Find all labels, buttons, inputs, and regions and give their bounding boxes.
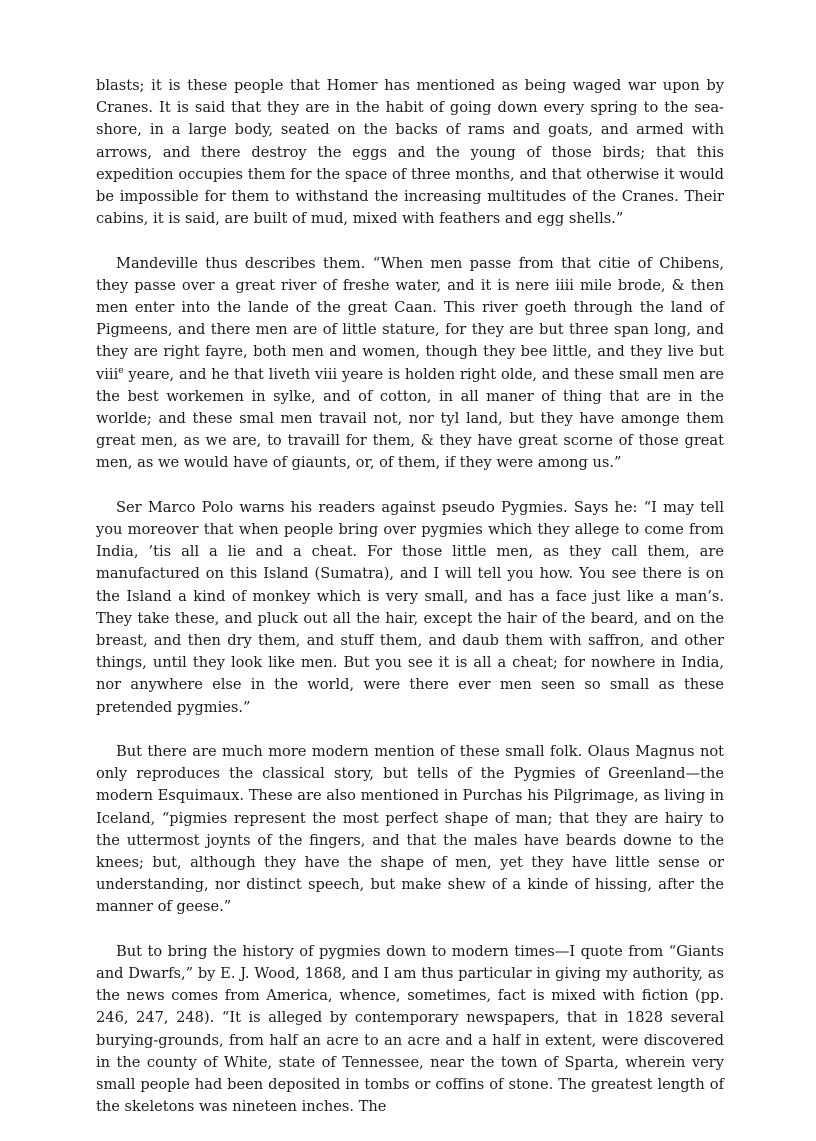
superscript-e: e <box>118 365 124 376</box>
paragraph-giants-dwarfs <box>96 941 724 1119</box>
paragraph-text-after: yeare, and he that liveth viii yeare is holden right olde, and these small men are the best workemen in sylke, and of cotton, in all maner of thing that are in the worlde; and these smal men travail not, nor tyl land, but they have amonge them great men, as we are, to travaill for them, & they have great scorne of those great men, as we would have of giaunts, or, of them, if they were among us.” <box>96 365 724 472</box>
paragraph-mandeville <box>96 253 724 475</box>
page-body <box>96 75 724 1141</box>
paragraph-olaus-magnus <box>96 741 724 919</box>
paragraph-text: But there are much more modern mention of these small folk. Olaus Magnus not only reproduces the classical story, but tells of the Pygmies of Greenland—the modern Esquimaux. These are also mentioned in Purchas his Pilgrimage, as living in Iceland, “pigmies represent the most perfect shape of man; that they are hairy to the uttermost joynts of the fingers, and that the males have beards downe to the knees; but, although they have the shape of men, yet they have little sense or understanding, nor distinct speech, but make shew of a kinde of hissing, after the manner of geese.” <box>96 743 724 916</box>
paragraph-text: blasts; it is these people that Homer has mentioned as being waged war upon by Cranes. It is said that they are in the habit of going down every spring to the sea-shore, in a large body, seated on the backs of rams and goats, and armed with arrows, and there destroy the eggs and the young of those birds; that this expedition occupies them for the space of three months, and that otherwise it would be impossible for them to withstand the increasing multitudes of the Cranes. Their cabins, it is said, are built of mud, mixed with feathers and egg shells.” <box>96 77 724 228</box>
paragraph-homer-cranes <box>96 75 724 230</box>
paragraph-text-before: Mandeville thus describes them. “When men passe from that citie of Chibens, they passe over a great river of freshe water, and it is nere iiii mile brode, & then men enter into the lande of the great Caan. This river goeth through the land of Pigmeens, and there men are of little stature, for they are but three span long, and they are right fayre, both men and women, though they bee little, and they live but viii <box>96 254 724 383</box>
paragraph-marco-polo <box>96 497 724 719</box>
paragraph-text: But to bring the history of pygmies down to modern times—I quote from “Giants and Dwarfs,” by E. J. Wood, 1868, and I am thus particular in giving my authority, as the news comes from America, whence, sometimes, fact is mixed with fiction (pp. 246, 247, 248). “It is alleged by contemporary newspapers, that in 1828 several burying-grounds, from half an acre to an acre and a half in extent, were discovered in the county of White, state of Tennessee, near the town of Sparta, wherein very small people had been deposited in tombs or coffins of stone. The greatest length of the skeletons was nineteen inches. The <box>96 942 724 1116</box>
paragraph-text: Ser Marco Polo warns his readers against pseudo Pygmies. Says he: “I may tell you moreover that when people bring over pygmies which they allege to come from India, ’tis all a lie and a cheat. For those little men, as they call them, are manufactured on this Island (Sumatra), and I will tell you how. You see there is on the Island a kind of monkey which is very small, and has a face just like a man’s. They take these, and pluck out all the hair, except the hair of the beard, and on the breast, and then dry them, and stuff them, and daub them with saffron, and other things, until they look like men. But you see it is all a cheat; for nowhere in India, nor anywhere else in the world, were there ever men seen so small as these pretended pygmies.” <box>96 498 724 716</box>
